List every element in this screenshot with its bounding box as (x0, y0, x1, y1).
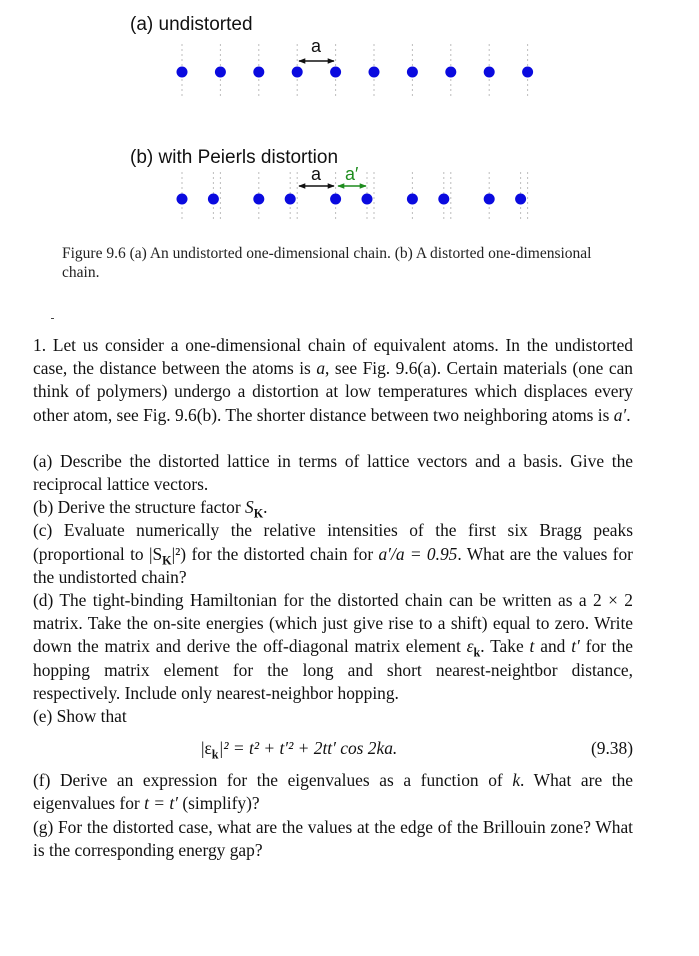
part-c: (c) Evaluate numerically the relative intensities of the first six Bragg peaks (proportional to $|S_K|^2$) for the distorted chain for a′/a = 0.95. What are the values for the undistorted chain? (33, 520, 633, 587)
atom (445, 67, 456, 78)
peierls-chain-figure (0, 0, 699, 235)
part-b: (b) Derive the structure factor $S_K$. (33, 497, 268, 521)
part-d: (d) The tight-binding Hamiltonian for the distorted chain can be written as a 2 × 2 matrix. Take the on-site energies (which just give rise to a shift) equal to zero. Write down the matrix and derive the off-diagonal matrix element $\varepsilon_k$. Take t and t′ for the hopping matrix element for the long and short nearest-neightbor distance, respectively. Include only nearest-neighbor hopping. (33, 590, 634, 703)
atom (292, 67, 303, 78)
atom (285, 194, 296, 205)
problem-intro: 1. Let us consider a one-dimensional chain of equivalent atoms. In the undistorted case, the distance between the atoms is a, see Fig. 9.6(a). Certain materials (one can think of polymers) undergo a distortion at low temperatures which displaces every other atom, see Fig. 9.6(b). The shorter distance between two neighboring atoms is a′. (33, 335, 633, 425)
atom (253, 67, 264, 78)
equation-number: (9.38) (590, 738, 633, 759)
panel-b-label: (b) with Peierls distortion (130, 147, 339, 168)
atom (515, 194, 526, 205)
part-f: (f) Derive an expression for the eigenvalues as a function of k. What are the eigenvalues for t = t′ (simplify)? (33, 770, 634, 814)
atom (484, 67, 495, 78)
problem-statement (33, 334, 633, 862)
atom (484, 194, 495, 205)
atom (369, 67, 380, 78)
part-a: (a) Describe the distorted lattice in terms of lattice vectors and a basis. Give the reciprocal lattice vectors. (33, 450, 633, 495)
panel-a-chain (177, 44, 534, 98)
panel-a-label: (a) undistorted (130, 14, 253, 35)
part-g: (g) For the distorted case, what are the values at the edge of the Brillouin zone? What is the corresponding energy gap? (33, 816, 633, 860)
symbol-a: a (316, 358, 326, 379)
margin-mark (51, 318, 54, 319)
atom (407, 67, 418, 78)
part-e: (e) Show that (33, 706, 127, 727)
atom (208, 194, 219, 205)
atom (177, 67, 188, 78)
panel-a-dimension-label: a (311, 36, 322, 56)
atom (215, 67, 226, 78)
atom (253, 194, 264, 205)
atom (362, 194, 373, 205)
atom (522, 67, 533, 78)
atom (177, 194, 188, 205)
equation-9-38: $|\varepsilon_k|^2 = t^2 + t'^2 + 2tt'$ cos 2ka. (9.38) (201, 738, 633, 762)
symbol-a-prime: a′ (613, 404, 627, 425)
atom (438, 194, 449, 205)
atom (330, 194, 341, 205)
panel-b-short-label: a′ (345, 164, 359, 184)
atom (330, 67, 341, 78)
atom (407, 194, 418, 205)
panel-b-long-label: a (311, 164, 322, 184)
figure-caption: Figure 9.6 (a) An undistorted one-dimensional chain. (b) A distorted one-dimensional chain. (62, 245, 592, 281)
